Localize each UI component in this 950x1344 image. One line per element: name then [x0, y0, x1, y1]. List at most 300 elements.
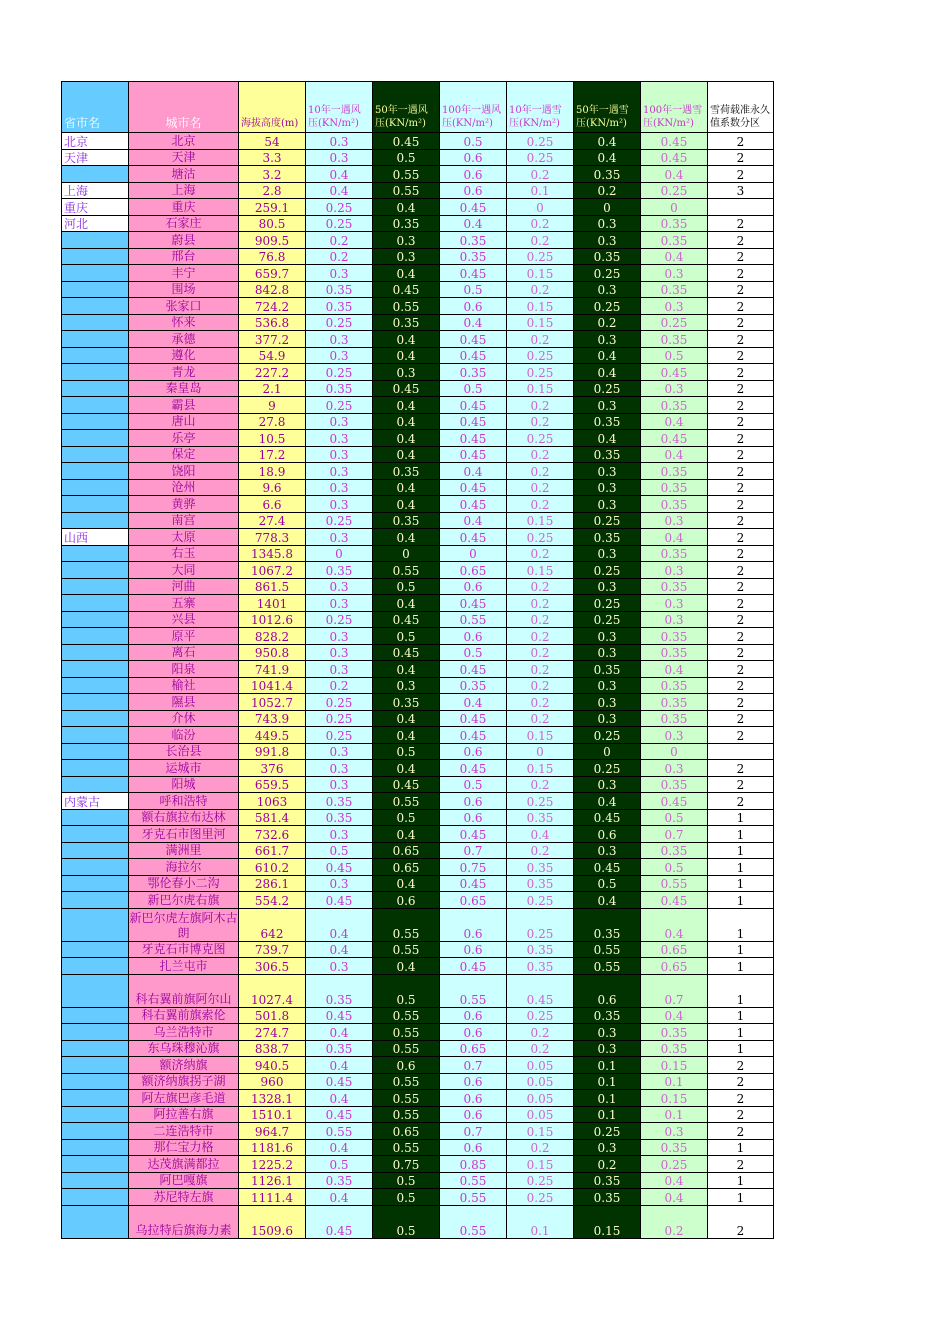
city-cell[interactable]: 运城市 [129, 760, 239, 777]
snow-50y-cell[interactable]: 0.35 [574, 661, 641, 678]
snow-100y-cell[interactable]: 0.35 [641, 397, 708, 414]
snow-10y-cell[interactable]: 0.2 [507, 677, 574, 694]
snow-100y-cell[interactable]: 0.35 [641, 232, 708, 249]
snow-zone-cell[interactable]: 1 [708, 1189, 774, 1206]
wind-100y-cell[interactable]: 0.65 [440, 562, 507, 579]
snow-50y-cell[interactable]: 0.3 [574, 694, 641, 711]
snow-10y-cell[interactable]: 0.35 [507, 809, 574, 826]
snow-10y-cell[interactable]: 0.15 [507, 1156, 574, 1173]
altitude-cell[interactable]: 960 [239, 1073, 306, 1090]
wind-10y-cell[interactable]: 0.4 [306, 1024, 373, 1041]
snow-50y-cell[interactable]: 0.3 [574, 776, 641, 793]
city-cell[interactable]: 苏尼特左旗 [129, 1189, 239, 1206]
altitude-cell[interactable]: 227.2 [239, 364, 306, 381]
city-cell[interactable]: 二连浩特市 [129, 1123, 239, 1140]
snow-zone-cell[interactable]: 2 [708, 496, 774, 513]
wind-50y-cell[interactable]: 0.4 [373, 347, 440, 364]
city-cell[interactable]: 五寨 [129, 595, 239, 612]
wind-100y-cell[interactable]: 0.6 [440, 1007, 507, 1024]
city-cell[interactable]: 邢台 [129, 248, 239, 265]
snow-50y-cell[interactable]: 0.4 [574, 347, 641, 364]
wind-100y-cell[interactable]: 0.45 [440, 413, 507, 430]
altitude-cell[interactable]: 1510.1 [239, 1106, 306, 1123]
header-snow-zone[interactable]: 雪荷载准永久值系数分区 [708, 82, 774, 133]
wind-10y-cell[interactable]: 0.35 [306, 298, 373, 315]
snow-10y-cell[interactable]: 0.25 [507, 1189, 574, 1206]
snow-50y-cell[interactable]: 0.35 [574, 1007, 641, 1024]
snow-zone-cell[interactable]: 1 [708, 958, 774, 975]
wind-50y-cell[interactable]: 0.4 [373, 413, 440, 430]
wind-100y-cell[interactable]: 0.6 [440, 1090, 507, 1107]
snow-10y-cell[interactable]: 0.2 [507, 628, 574, 645]
wind-50y-cell[interactable]: 0.4 [373, 331, 440, 348]
snow-zone-cell[interactable]: 1 [708, 859, 774, 876]
wind-50y-cell[interactable]: 0.35 [373, 215, 440, 232]
province-cell[interactable] [62, 611, 129, 628]
wind-100y-cell[interactable]: 0.65 [440, 1040, 507, 1057]
wind-10y-cell[interactable]: 0.45 [306, 1073, 373, 1090]
wind-50y-cell[interactable]: 0.35 [373, 694, 440, 711]
wind-50y-cell[interactable]: 0.55 [373, 298, 440, 315]
snow-100y-cell[interactable]: 0.35 [641, 463, 708, 480]
wind-50y-cell[interactable]: 0.75 [373, 1156, 440, 1173]
wind-50y-cell[interactable]: 0.4 [373, 479, 440, 496]
snow-zone-cell[interactable]: 2 [708, 677, 774, 694]
wind-10y-cell[interactable]: 0.35 [306, 974, 373, 1007]
wind-100y-cell[interactable]: 0.55 [440, 1172, 507, 1189]
snow-zone-cell[interactable]: 2 [708, 248, 774, 265]
province-cell[interactable]: 重庆 [62, 199, 129, 216]
province-cell[interactable] [62, 479, 129, 496]
wind-100y-cell[interactable]: 0.45 [440, 875, 507, 892]
snow-100y-cell[interactable]: 0.65 [641, 941, 708, 958]
snow-100y-cell[interactable]: 0.5 [641, 347, 708, 364]
wind-10y-cell[interactable]: 0.35 [306, 281, 373, 298]
snow-50y-cell[interactable]: 0.3 [574, 578, 641, 595]
wind-100y-cell[interactable]: 0.35 [440, 364, 507, 381]
wind-100y-cell[interactable]: 0.55 [440, 1205, 507, 1238]
snow-50y-cell[interactable]: 0.4 [574, 892, 641, 909]
snow-50y-cell[interactable]: 0.15 [574, 1205, 641, 1238]
altitude-cell[interactable]: 1063 [239, 793, 306, 810]
wind-10y-cell[interactable]: 0.4 [306, 182, 373, 199]
city-cell[interactable]: 阿拉善右旗 [129, 1106, 239, 1123]
province-cell[interactable] [62, 578, 129, 595]
altitude-cell[interactable]: 1126.1 [239, 1172, 306, 1189]
wind-100y-cell[interactable]: 0.45 [440, 265, 507, 282]
snow-10y-cell[interactable]: 0.25 [507, 149, 574, 166]
altitude-cell[interactable]: 743.9 [239, 710, 306, 727]
snow-zone-cell[interactable]: 2 [708, 694, 774, 711]
snow-100y-cell[interactable]: 0.25 [641, 1156, 708, 1173]
city-cell[interactable]: 离石 [129, 644, 239, 661]
province-cell[interactable] [62, 859, 129, 876]
snow-50y-cell[interactable]: 0.6 [574, 826, 641, 843]
snow-zone-cell[interactable]: 2 [708, 578, 774, 595]
snow-100y-cell[interactable]: 0.35 [641, 677, 708, 694]
snow-zone-cell[interactable]: 2 [708, 1123, 774, 1140]
wind-10y-cell[interactable]: 0.3 [306, 958, 373, 975]
province-cell[interactable] [62, 430, 129, 447]
wind-100y-cell[interactable]: 0.4 [440, 215, 507, 232]
wind-100y-cell[interactable]: 0.45 [440, 446, 507, 463]
province-cell[interactable] [62, 512, 129, 529]
snow-zone-cell[interactable]: 2 [708, 628, 774, 645]
snow-zone-cell[interactable]: 2 [708, 644, 774, 661]
snow-100y-cell[interactable]: 0.35 [641, 1024, 708, 1041]
wind-50y-cell[interactable]: 0.55 [373, 1073, 440, 1090]
snow-100y-cell[interactable]: 0.3 [641, 512, 708, 529]
snow-50y-cell[interactable]: 0.1 [574, 1090, 641, 1107]
snow-100y-cell[interactable]: 0.3 [641, 1123, 708, 1140]
wind-10y-cell[interactable]: 0.25 [306, 364, 373, 381]
snow-10y-cell[interactable]: 0.25 [507, 892, 574, 909]
wind-10y-cell[interactable]: 0.2 [306, 232, 373, 249]
altitude-cell[interactable]: 27.8 [239, 413, 306, 430]
wind-10y-cell[interactable]: 0.3 [306, 776, 373, 793]
province-cell[interactable] [62, 677, 129, 694]
snow-50y-cell[interactable]: 0.3 [574, 496, 641, 513]
snow-zone-cell[interactable]: 2 [708, 281, 774, 298]
wind-100y-cell[interactable]: 0.7 [440, 1123, 507, 1140]
wind-100y-cell[interactable]: 0.5 [440, 281, 507, 298]
altitude-cell[interactable]: 377.2 [239, 331, 306, 348]
snow-zone-cell[interactable]: 1 [708, 974, 774, 1007]
snow-100y-cell[interactable]: 0.45 [641, 793, 708, 810]
snow-50y-cell[interactable]: 0.1 [574, 1106, 641, 1123]
snow-50y-cell[interactable]: 0.3 [574, 1040, 641, 1057]
wind-100y-cell[interactable]: 0.75 [440, 859, 507, 876]
snow-10y-cell[interactable]: 0.15 [507, 1123, 574, 1140]
province-cell[interactable] [62, 974, 129, 1007]
snow-50y-cell[interactable]: 0.25 [574, 380, 641, 397]
wind-100y-cell[interactable]: 0.35 [440, 677, 507, 694]
snow-zone-cell[interactable]: 2 [708, 1156, 774, 1173]
wind-50y-cell[interactable]: 0.35 [373, 463, 440, 480]
snow-10y-cell[interactable]: 0.25 [507, 1172, 574, 1189]
altitude-cell[interactable]: 80.5 [239, 215, 306, 232]
wind-50y-cell[interactable]: 0.65 [373, 842, 440, 859]
snow-10y-cell[interactable]: 0.25 [507, 430, 574, 447]
snow-10y-cell[interactable]: 0.1 [507, 182, 574, 199]
snow-100y-cell[interactable]: 0.4 [641, 1189, 708, 1206]
wind-50y-cell[interactable]: 0.4 [373, 875, 440, 892]
city-cell[interactable]: 鄂伦春小二沟 [129, 875, 239, 892]
snow-100y-cell[interactable]: 0.4 [641, 1172, 708, 1189]
snow-10y-cell[interactable]: 0.05 [507, 1106, 574, 1123]
snow-zone-cell[interactable]: 1 [708, 941, 774, 958]
snow-100y-cell[interactable]: 0.4 [641, 446, 708, 463]
snow-100y-cell[interactable]: 0.35 [641, 215, 708, 232]
altitude-cell[interactable]: 778.3 [239, 529, 306, 546]
snow-50y-cell[interactable]: 0.4 [574, 133, 641, 150]
province-cell[interactable] [62, 413, 129, 430]
wind-100y-cell[interactable]: 0.55 [440, 974, 507, 1007]
wind-10y-cell[interactable]: 0.35 [306, 380, 373, 397]
city-cell[interactable]: 阳城 [129, 776, 239, 793]
province-cell[interactable] [62, 446, 129, 463]
snow-10y-cell[interactable]: 0.2 [507, 463, 574, 480]
province-cell[interactable]: 内蒙古 [62, 793, 129, 810]
city-cell[interactable]: 满洲里 [129, 842, 239, 859]
snow-10y-cell[interactable]: 0.15 [507, 512, 574, 529]
header-city[interactable]: 城市名 [129, 82, 239, 133]
wind-10y-cell[interactable]: 0.25 [306, 512, 373, 529]
altitude-cell[interactable]: 1401 [239, 595, 306, 612]
province-cell[interactable] [62, 710, 129, 727]
wind-10y-cell[interactable]: 0.25 [306, 314, 373, 331]
altitude-cell[interactable]: 1225.2 [239, 1156, 306, 1173]
snow-zone-cell[interactable]: 2 [708, 347, 774, 364]
snow-50y-cell[interactable]: 0.3 [574, 232, 641, 249]
snow-100y-cell[interactable]: 0.35 [641, 479, 708, 496]
snow-zone-cell[interactable]: 2 [708, 545, 774, 562]
snow-zone-cell[interactable]: 1 [708, 1007, 774, 1024]
city-cell[interactable]: 榆社 [129, 677, 239, 694]
snow-50y-cell[interactable]: 0.5 [574, 875, 641, 892]
province-cell[interactable] [62, 1139, 129, 1156]
city-cell[interactable]: 南宫 [129, 512, 239, 529]
city-cell[interactable]: 额右旗拉布达林 [129, 809, 239, 826]
wind-50y-cell[interactable]: 0.55 [373, 182, 440, 199]
wind-100y-cell[interactable]: 0.5 [440, 133, 507, 150]
snow-10y-cell[interactable]: 0.15 [507, 727, 574, 744]
wind-10y-cell[interactable]: 0.3 [306, 595, 373, 612]
province-cell[interactable] [62, 1172, 129, 1189]
snow-zone-cell[interactable]: 2 [708, 364, 774, 381]
wind-10y-cell[interactable]: 0.25 [306, 215, 373, 232]
snow-100y-cell[interactable]: 0.35 [641, 694, 708, 711]
city-cell[interactable]: 阿巴嘎旗 [129, 1172, 239, 1189]
wind-100y-cell[interactable]: 0.5 [440, 644, 507, 661]
snow-zone-cell[interactable]: 2 [708, 1106, 774, 1123]
altitude-cell[interactable]: 17.2 [239, 446, 306, 463]
snow-zone-cell[interactable]: 2 [708, 215, 774, 232]
snow-100y-cell[interactable]: 0.5 [641, 809, 708, 826]
wind-50y-cell[interactable]: 0.5 [373, 628, 440, 645]
snow-10y-cell[interactable]: 0.2 [507, 496, 574, 513]
header-altitude[interactable]: 海拔高度(m) [239, 82, 306, 133]
city-cell[interactable]: 扎兰屯市 [129, 958, 239, 975]
snow-10y-cell[interactable]: 0.15 [507, 380, 574, 397]
altitude-cell[interactable]: 76.8 [239, 248, 306, 265]
wind-50y-cell[interactable]: 0.55 [373, 1024, 440, 1041]
snow-50y-cell[interactable]: 0.25 [574, 562, 641, 579]
altitude-cell[interactable]: 659.7 [239, 265, 306, 282]
city-cell[interactable]: 东乌珠穆沁旗 [129, 1040, 239, 1057]
snow-zone-cell[interactable]: 2 [708, 727, 774, 744]
altitude-cell[interactable]: 274.7 [239, 1024, 306, 1041]
snow-50y-cell[interactable]: 0.35 [574, 413, 641, 430]
wind-100y-cell[interactable]: 0.35 [440, 232, 507, 249]
snow-50y-cell[interactable]: 0.35 [574, 908, 641, 941]
wind-10y-cell[interactable]: 0.4 [306, 908, 373, 941]
snow-10y-cell[interactable]: 0.2 [507, 1139, 574, 1156]
snow-zone-cell[interactable]: 1 [708, 1139, 774, 1156]
city-cell[interactable]: 新巴尔虎右旗 [129, 892, 239, 909]
altitude-cell[interactable]: 18.9 [239, 463, 306, 480]
snow-50y-cell[interactable]: 0 [574, 743, 641, 760]
snow-zone-cell[interactable]: 1 [708, 1040, 774, 1057]
wind-50y-cell[interactable]: 0.5 [373, 974, 440, 1007]
snow-10y-cell[interactable]: 0.15 [507, 760, 574, 777]
altitude-cell[interactable]: 10.5 [239, 430, 306, 447]
wind-10y-cell[interactable]: 0.5 [306, 842, 373, 859]
snow-50y-cell[interactable]: 0.35 [574, 248, 641, 265]
wind-10y-cell[interactable]: 0.2 [306, 248, 373, 265]
city-cell[interactable]: 介休 [129, 710, 239, 727]
wind-10y-cell[interactable]: 0.25 [306, 397, 373, 414]
province-cell[interactable] [62, 1189, 129, 1206]
altitude-cell[interactable]: 581.4 [239, 809, 306, 826]
snow-zone-cell[interactable]: 2 [708, 265, 774, 282]
snow-100y-cell[interactable]: 0.25 [641, 182, 708, 199]
snow-100y-cell[interactable]: 0.1 [641, 1073, 708, 1090]
snow-10y-cell[interactable]: 0.2 [507, 397, 574, 414]
wind-50y-cell[interactable]: 0.45 [373, 133, 440, 150]
wind-100y-cell[interactable]: 0.65 [440, 892, 507, 909]
wind-100y-cell[interactable]: 0.6 [440, 1024, 507, 1041]
wind-100y-cell[interactable]: 0.6 [440, 578, 507, 595]
snow-zone-cell[interactable] [708, 743, 774, 760]
city-cell[interactable]: 乌兰浩特市 [129, 1024, 239, 1041]
city-cell[interactable]: 沧州 [129, 479, 239, 496]
snow-50y-cell[interactable]: 0.3 [574, 463, 641, 480]
wind-10y-cell[interactable]: 0.25 [306, 727, 373, 744]
province-cell[interactable] [62, 595, 129, 612]
snow-100y-cell[interactable]: 0.25 [641, 314, 708, 331]
wind-50y-cell[interactable]: 0.65 [373, 859, 440, 876]
snow-zone-cell[interactable]: 2 [708, 133, 774, 150]
snow-50y-cell[interactable]: 0.3 [574, 1024, 641, 1041]
wind-50y-cell[interactable]: 0.5 [373, 578, 440, 595]
province-cell[interactable] [62, 1073, 129, 1090]
city-cell[interactable]: 蔚县 [129, 232, 239, 249]
altitude-cell[interactable]: 739.7 [239, 941, 306, 958]
wind-50y-cell[interactable]: 0.55 [373, 1040, 440, 1057]
altitude-cell[interactable]: 1067.2 [239, 562, 306, 579]
snow-zone-cell[interactable]: 2 [708, 463, 774, 480]
snow-50y-cell[interactable]: 0.45 [574, 859, 641, 876]
wind-10y-cell[interactable]: 0.5 [306, 1156, 373, 1173]
snow-50y-cell[interactable]: 0.25 [574, 512, 641, 529]
altitude-cell[interactable]: 1345.8 [239, 545, 306, 562]
snow-50y-cell[interactable]: 0.2 [574, 314, 641, 331]
city-cell[interactable]: 青龙 [129, 364, 239, 381]
province-cell[interactable] [62, 776, 129, 793]
snow-100y-cell[interactable]: 0.45 [641, 149, 708, 166]
wind-10y-cell[interactable]: 0.25 [306, 710, 373, 727]
snow-zone-cell[interactable]: 1 [708, 892, 774, 909]
snow-10y-cell[interactable]: 0.2 [507, 661, 574, 678]
wind-100y-cell[interactable]: 0.6 [440, 908, 507, 941]
altitude-cell[interactable]: 259.1 [239, 199, 306, 216]
snow-10y-cell[interactable]: 0 [507, 199, 574, 216]
snow-10y-cell[interactable]: 0.35 [507, 958, 574, 975]
snow-zone-cell[interactable]: 2 [708, 512, 774, 529]
province-cell[interactable] [62, 496, 129, 513]
altitude-cell[interactable]: 501.8 [239, 1007, 306, 1024]
city-cell[interactable]: 河曲 [129, 578, 239, 595]
city-cell[interactable]: 临汾 [129, 727, 239, 744]
wind-50y-cell[interactable]: 0.4 [373, 397, 440, 414]
snow-100y-cell[interactable]: 0.3 [641, 595, 708, 612]
snow-100y-cell[interactable]: 0.3 [641, 760, 708, 777]
wind-10y-cell[interactable]: 0.3 [306, 875, 373, 892]
snow-100y-cell[interactable]: 0.4 [641, 248, 708, 265]
snow-10y-cell[interactable]: 0.05 [507, 1090, 574, 1107]
snow-100y-cell[interactable]: 0.4 [641, 166, 708, 183]
snow-10y-cell[interactable]: 0.2 [507, 644, 574, 661]
snow-10y-cell[interactable]: 0.2 [507, 776, 574, 793]
altitude-cell[interactable]: 1111.4 [239, 1189, 306, 1206]
snow-100y-cell[interactable]: 0.4 [641, 1007, 708, 1024]
snow-50y-cell[interactable]: 0.3 [574, 710, 641, 727]
province-cell[interactable] [62, 1007, 129, 1024]
wind-10y-cell[interactable]: 0.3 [306, 463, 373, 480]
snow-zone-cell[interactable]: 2 [708, 1205, 774, 1238]
city-cell[interactable]: 遵化 [129, 347, 239, 364]
wind-100y-cell[interactable]: 0.45 [440, 826, 507, 843]
wind-10y-cell[interactable]: 0.35 [306, 793, 373, 810]
province-cell[interactable] [62, 826, 129, 843]
wind-100y-cell[interactable]: 0.85 [440, 1156, 507, 1173]
snow-10y-cell[interactable]: 0.2 [507, 1040, 574, 1057]
snow-zone-cell[interactable]: 2 [708, 1057, 774, 1074]
snow-50y-cell[interactable]: 0.3 [574, 677, 641, 694]
wind-100y-cell[interactable]: 0.45 [440, 496, 507, 513]
province-cell[interactable] [62, 1205, 129, 1238]
snow-100y-cell[interactable]: 0.5 [641, 859, 708, 876]
snow-10y-cell[interactable]: 0.05 [507, 1073, 574, 1090]
snow-zone-cell[interactable]: 3 [708, 182, 774, 199]
wind-100y-cell[interactable]: 0.45 [440, 479, 507, 496]
wind-10y-cell[interactable]: 0.25 [306, 694, 373, 711]
snow-10y-cell[interactable]: 0.25 [507, 364, 574, 381]
city-cell[interactable]: 海拉尔 [129, 859, 239, 876]
altitude-cell[interactable]: 950.8 [239, 644, 306, 661]
wind-10y-cell[interactable]: 0.45 [306, 1007, 373, 1024]
wind-100y-cell[interactable]: 0.45 [440, 397, 507, 414]
wind-10y-cell[interactable]: 0.4 [306, 1139, 373, 1156]
province-cell[interactable]: 上海 [62, 182, 129, 199]
snow-10y-cell[interactable]: 0.2 [507, 842, 574, 859]
wind-50y-cell[interactable]: 0.55 [373, 166, 440, 183]
snow-10y-cell[interactable]: 0.05 [507, 1057, 574, 1074]
wind-10y-cell[interactable]: 0.3 [306, 133, 373, 150]
snow-10y-cell[interactable]: 0.2 [507, 281, 574, 298]
snow-50y-cell[interactable]: 0.1 [574, 1073, 641, 1090]
province-cell[interactable] [62, 1123, 129, 1140]
altitude-cell[interactable]: 741.9 [239, 661, 306, 678]
snow-50y-cell[interactable]: 0.3 [574, 545, 641, 562]
wind-50y-cell[interactable]: 0.5 [373, 149, 440, 166]
snow-10y-cell[interactable]: 0.2 [507, 331, 574, 348]
wind-50y-cell[interactable]: 0.4 [373, 265, 440, 282]
snow-50y-cell[interactable]: 0.25 [574, 298, 641, 315]
snow-100y-cell[interactable]: 0.15 [641, 1057, 708, 1074]
province-cell[interactable] [62, 1024, 129, 1041]
snow-50y-cell[interactable]: 0.25 [574, 727, 641, 744]
snow-100y-cell[interactable]: 0.35 [641, 710, 708, 727]
wind-10y-cell[interactable]: 0.45 [306, 892, 373, 909]
city-cell[interactable]: 达茂旗满都拉 [129, 1156, 239, 1173]
snow-100y-cell[interactable]: 0.35 [641, 1040, 708, 1057]
wind-50y-cell[interactable]: 0.5 [373, 1205, 440, 1238]
wind-50y-cell[interactable]: 0.4 [373, 529, 440, 546]
wind-50y-cell[interactable]: 0.3 [373, 248, 440, 265]
wind-10y-cell[interactable]: 0.35 [306, 1172, 373, 1189]
